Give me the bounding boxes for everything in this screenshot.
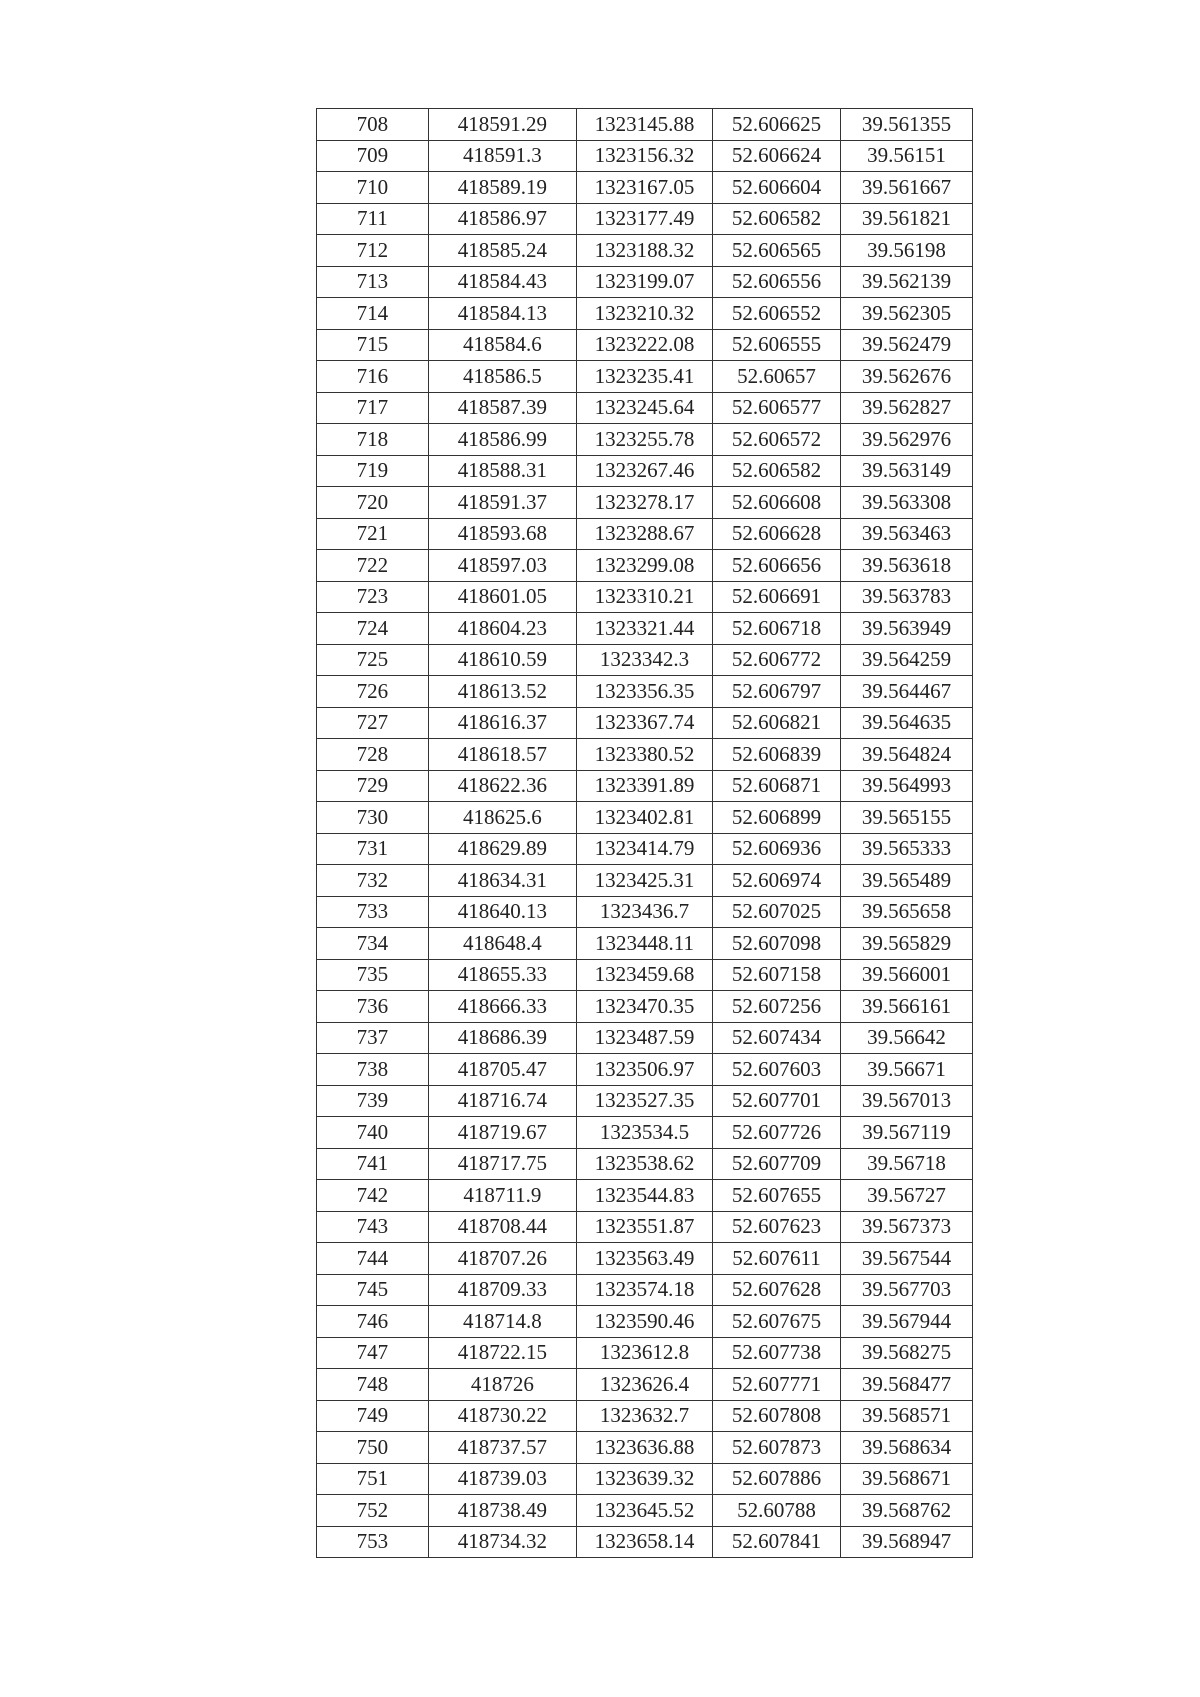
x-coordinate-cell: 418714.8 xyxy=(428,1306,576,1338)
y-coordinate-cell: 1323177.49 xyxy=(576,203,712,235)
table-row xyxy=(317,1369,973,1401)
x-coordinate-cell: 418601.05 xyxy=(428,581,576,613)
y-coordinate-cell: 1323156.32 xyxy=(576,140,712,172)
longitude-cell: 39.564824 xyxy=(840,739,972,771)
longitude-cell: 39.565155 xyxy=(840,802,972,834)
longitude-cell: 39.567703 xyxy=(840,1274,972,1306)
latitude-cell: 52.606821 xyxy=(713,707,841,739)
point-number-cell: 738 xyxy=(317,1054,429,1086)
table-row xyxy=(317,109,973,141)
x-coordinate-cell: 418717.75 xyxy=(428,1148,576,1180)
latitude-cell: 52.606556 xyxy=(713,266,841,298)
longitude-cell: 39.56727 xyxy=(840,1180,972,1212)
latitude-cell: 52.607675 xyxy=(713,1306,841,1338)
table-row xyxy=(317,707,973,739)
latitude-cell: 52.607611 xyxy=(713,1243,841,1275)
latitude-cell: 52.606772 xyxy=(713,644,841,676)
x-coordinate-cell: 418618.57 xyxy=(428,739,576,771)
table-row xyxy=(317,1306,973,1338)
table-row xyxy=(317,1337,973,1369)
latitude-cell: 52.606552 xyxy=(713,298,841,330)
y-coordinate-cell: 1323188.32 xyxy=(576,235,712,267)
table-row xyxy=(317,392,973,424)
point-number-cell: 740 xyxy=(317,1117,429,1149)
table-row xyxy=(317,865,973,897)
point-number-cell: 746 xyxy=(317,1306,429,1338)
y-coordinate-cell: 1323167.05 xyxy=(576,172,712,204)
longitude-cell: 39.568671 xyxy=(840,1463,972,1495)
y-coordinate-cell: 1323448.11 xyxy=(576,928,712,960)
x-coordinate-cell: 418738.49 xyxy=(428,1495,576,1527)
point-number-cell: 725 xyxy=(317,644,429,676)
latitude-cell: 52.606628 xyxy=(713,518,841,550)
y-coordinate-cell: 1323278.17 xyxy=(576,487,712,519)
point-number-cell: 732 xyxy=(317,865,429,897)
y-coordinate-cell: 1323342.3 xyxy=(576,644,712,676)
table-row xyxy=(317,1117,973,1149)
point-number-cell: 737 xyxy=(317,1022,429,1054)
longitude-cell: 39.563149 xyxy=(840,455,972,487)
point-number-cell: 749 xyxy=(317,1400,429,1432)
table-row xyxy=(317,1432,973,1464)
x-coordinate-cell: 418726 xyxy=(428,1369,576,1401)
longitude-cell: 39.562479 xyxy=(840,329,972,361)
x-coordinate-cell: 418707.26 xyxy=(428,1243,576,1275)
latitude-cell: 52.606582 xyxy=(713,203,841,235)
latitude-cell: 52.607873 xyxy=(713,1432,841,1464)
y-coordinate-cell: 1323639.32 xyxy=(576,1463,712,1495)
longitude-cell: 39.568947 xyxy=(840,1526,972,1558)
point-number-cell: 744 xyxy=(317,1243,429,1275)
point-number-cell: 724 xyxy=(317,613,429,645)
longitude-cell: 39.562305 xyxy=(840,298,972,330)
x-coordinate-cell: 418666.33 xyxy=(428,991,576,1023)
y-coordinate-cell: 1323356.35 xyxy=(576,676,712,708)
x-coordinate-cell: 418585.24 xyxy=(428,235,576,267)
longitude-cell: 39.563618 xyxy=(840,550,972,582)
latitude-cell: 52.607771 xyxy=(713,1369,841,1401)
x-coordinate-cell: 418730.22 xyxy=(428,1400,576,1432)
longitude-cell: 39.56151 xyxy=(840,140,972,172)
point-number-cell: 717 xyxy=(317,392,429,424)
latitude-cell: 52.606624 xyxy=(713,140,841,172)
longitude-cell: 39.567119 xyxy=(840,1117,972,1149)
x-coordinate-cell: 418739.03 xyxy=(428,1463,576,1495)
x-coordinate-cell: 418610.59 xyxy=(428,644,576,676)
y-coordinate-cell: 1323210.32 xyxy=(576,298,712,330)
table-row xyxy=(317,329,973,361)
latitude-cell: 52.607603 xyxy=(713,1054,841,1086)
latitude-cell: 52.607738 xyxy=(713,1337,841,1369)
longitude-cell: 39.561821 xyxy=(840,203,972,235)
x-coordinate-cell: 418586.5 xyxy=(428,361,576,393)
y-coordinate-cell: 1323288.67 xyxy=(576,518,712,550)
y-coordinate-cell: 1323380.52 xyxy=(576,739,712,771)
table-row xyxy=(317,1274,973,1306)
y-coordinate-cell: 1323563.49 xyxy=(576,1243,712,1275)
point-number-cell: 734 xyxy=(317,928,429,960)
x-coordinate-cell: 418709.33 xyxy=(428,1274,576,1306)
x-coordinate-cell: 418597.03 xyxy=(428,550,576,582)
table-row xyxy=(317,802,973,834)
y-coordinate-cell: 1323222.08 xyxy=(576,329,712,361)
y-coordinate-cell: 1323527.35 xyxy=(576,1085,712,1117)
point-number-cell: 720 xyxy=(317,487,429,519)
point-number-cell: 745 xyxy=(317,1274,429,1306)
latitude-cell: 52.606718 xyxy=(713,613,841,645)
latitude-cell: 52.606572 xyxy=(713,424,841,456)
point-number-cell: 709 xyxy=(317,140,429,172)
y-coordinate-cell: 1323645.52 xyxy=(576,1495,712,1527)
latitude-cell: 52.606691 xyxy=(713,581,841,613)
table-row xyxy=(317,550,973,582)
x-coordinate-cell: 418622.36 xyxy=(428,770,576,802)
x-coordinate-cell: 418648.4 xyxy=(428,928,576,960)
latitude-cell: 52.607256 xyxy=(713,991,841,1023)
longitude-cell: 39.563463 xyxy=(840,518,972,550)
y-coordinate-cell: 1323367.74 xyxy=(576,707,712,739)
point-number-cell: 712 xyxy=(317,235,429,267)
longitude-cell: 39.561355 xyxy=(840,109,972,141)
latitude-cell: 52.606899 xyxy=(713,802,841,834)
x-coordinate-cell: 418584.43 xyxy=(428,266,576,298)
table-row xyxy=(317,455,973,487)
x-coordinate-cell: 418734.32 xyxy=(428,1526,576,1558)
x-coordinate-cell: 418711.9 xyxy=(428,1180,576,1212)
x-coordinate-cell: 418640.13 xyxy=(428,896,576,928)
longitude-cell: 39.565333 xyxy=(840,833,972,865)
latitude-cell: 52.607158 xyxy=(713,959,841,991)
y-coordinate-cell: 1323632.7 xyxy=(576,1400,712,1432)
table-row xyxy=(317,1526,973,1558)
y-coordinate-cell: 1323299.08 xyxy=(576,550,712,582)
y-coordinate-cell: 1323414.79 xyxy=(576,833,712,865)
point-number-cell: 741 xyxy=(317,1148,429,1180)
y-coordinate-cell: 1323658.14 xyxy=(576,1526,712,1558)
y-coordinate-cell: 1323310.21 xyxy=(576,581,712,613)
longitude-cell: 39.565658 xyxy=(840,896,972,928)
table-row xyxy=(317,1148,973,1180)
y-coordinate-cell: 1323145.88 xyxy=(576,109,712,141)
longitude-cell: 39.568762 xyxy=(840,1495,972,1527)
longitude-cell: 39.561667 xyxy=(840,172,972,204)
latitude-cell: 52.60657 xyxy=(713,361,841,393)
point-number-cell: 723 xyxy=(317,581,429,613)
longitude-cell: 39.567944 xyxy=(840,1306,972,1338)
longitude-cell: 39.563949 xyxy=(840,613,972,645)
y-coordinate-cell: 1323391.89 xyxy=(576,770,712,802)
x-coordinate-cell: 418584.13 xyxy=(428,298,576,330)
latitude-cell: 52.606656 xyxy=(713,550,841,582)
latitude-cell: 52.606839 xyxy=(713,739,841,771)
table-row xyxy=(317,1022,973,1054)
point-number-cell: 752 xyxy=(317,1495,429,1527)
x-coordinate-cell: 418616.37 xyxy=(428,707,576,739)
latitude-cell: 52.607628 xyxy=(713,1274,841,1306)
longitude-cell: 39.566001 xyxy=(840,959,972,991)
point-number-cell: 708 xyxy=(317,109,429,141)
latitude-cell: 52.606974 xyxy=(713,865,841,897)
x-coordinate-cell: 418584.6 xyxy=(428,329,576,361)
x-coordinate-cell: 418593.68 xyxy=(428,518,576,550)
longitude-cell: 39.562976 xyxy=(840,424,972,456)
longitude-cell: 39.562139 xyxy=(840,266,972,298)
point-number-cell: 715 xyxy=(317,329,429,361)
longitude-cell: 39.568634 xyxy=(840,1432,972,1464)
y-coordinate-cell: 1323551.87 xyxy=(576,1211,712,1243)
longitude-cell: 39.56671 xyxy=(840,1054,972,1086)
latitude-cell: 52.607623 xyxy=(713,1211,841,1243)
y-coordinate-cell: 1323425.31 xyxy=(576,865,712,897)
longitude-cell: 39.565829 xyxy=(840,928,972,960)
table-row xyxy=(317,896,973,928)
latitude-cell: 52.606577 xyxy=(713,392,841,424)
longitude-cell: 39.564993 xyxy=(840,770,972,802)
point-number-cell: 726 xyxy=(317,676,429,708)
table-row xyxy=(317,518,973,550)
table-row xyxy=(317,1211,973,1243)
latitude-cell: 52.607808 xyxy=(713,1400,841,1432)
point-number-cell: 743 xyxy=(317,1211,429,1243)
table-row xyxy=(317,172,973,204)
y-coordinate-cell: 1323612.8 xyxy=(576,1337,712,1369)
y-coordinate-cell: 1323470.35 xyxy=(576,991,712,1023)
latitude-cell: 52.606797 xyxy=(713,676,841,708)
table-row xyxy=(317,203,973,235)
y-coordinate-cell: 1323321.44 xyxy=(576,613,712,645)
x-coordinate-cell: 418591.29 xyxy=(428,109,576,141)
latitude-cell: 52.607434 xyxy=(713,1022,841,1054)
latitude-cell: 52.607886 xyxy=(713,1463,841,1495)
latitude-cell: 52.607701 xyxy=(713,1085,841,1117)
latitude-cell: 52.607726 xyxy=(713,1117,841,1149)
y-coordinate-cell: 1323574.18 xyxy=(576,1274,712,1306)
longitude-cell: 39.568477 xyxy=(840,1369,972,1401)
latitude-cell: 52.606565 xyxy=(713,235,841,267)
point-number-cell: 753 xyxy=(317,1526,429,1558)
x-coordinate-cell: 418737.57 xyxy=(428,1432,576,1464)
x-coordinate-cell: 418613.52 xyxy=(428,676,576,708)
longitude-cell: 39.56642 xyxy=(840,1022,972,1054)
latitude-cell: 52.607841 xyxy=(713,1526,841,1558)
longitude-cell: 39.563308 xyxy=(840,487,972,519)
longitude-cell: 39.567013 xyxy=(840,1085,972,1117)
y-coordinate-cell: 1323235.41 xyxy=(576,361,712,393)
table-row xyxy=(317,991,973,1023)
longitude-cell: 39.568275 xyxy=(840,1337,972,1369)
latitude-cell: 52.60788 xyxy=(713,1495,841,1527)
coordinates-table xyxy=(316,108,973,1558)
y-coordinate-cell: 1323487.59 xyxy=(576,1022,712,1054)
table-row xyxy=(317,1180,973,1212)
y-coordinate-cell: 1323402.81 xyxy=(576,802,712,834)
longitude-cell: 39.565489 xyxy=(840,865,972,897)
longitude-cell: 39.562676 xyxy=(840,361,972,393)
x-coordinate-cell: 418588.31 xyxy=(428,455,576,487)
x-coordinate-cell: 418589.19 xyxy=(428,172,576,204)
y-coordinate-cell: 1323245.64 xyxy=(576,392,712,424)
latitude-cell: 52.606604 xyxy=(713,172,841,204)
y-coordinate-cell: 1323267.46 xyxy=(576,455,712,487)
x-coordinate-cell: 418634.31 xyxy=(428,865,576,897)
point-number-cell: 722 xyxy=(317,550,429,582)
table-row xyxy=(317,928,973,960)
latitude-cell: 52.607025 xyxy=(713,896,841,928)
latitude-cell: 52.606871 xyxy=(713,770,841,802)
x-coordinate-cell: 418586.99 xyxy=(428,424,576,456)
longitude-cell: 39.568571 xyxy=(840,1400,972,1432)
table-row xyxy=(317,1243,973,1275)
point-number-cell: 731 xyxy=(317,833,429,865)
longitude-cell: 39.567373 xyxy=(840,1211,972,1243)
table-row xyxy=(317,1085,973,1117)
table-row xyxy=(317,266,973,298)
x-coordinate-cell: 418591.37 xyxy=(428,487,576,519)
point-number-cell: 736 xyxy=(317,991,429,1023)
y-coordinate-cell: 1323436.7 xyxy=(576,896,712,928)
table-row xyxy=(317,581,973,613)
x-coordinate-cell: 418722.15 xyxy=(428,1337,576,1369)
x-coordinate-cell: 418705.47 xyxy=(428,1054,576,1086)
x-coordinate-cell: 418604.23 xyxy=(428,613,576,645)
x-coordinate-cell: 418719.67 xyxy=(428,1117,576,1149)
longitude-cell: 39.564259 xyxy=(840,644,972,676)
x-coordinate-cell: 418586.97 xyxy=(428,203,576,235)
y-coordinate-cell: 1323544.83 xyxy=(576,1180,712,1212)
latitude-cell: 52.607655 xyxy=(713,1180,841,1212)
longitude-cell: 39.567544 xyxy=(840,1243,972,1275)
table-row xyxy=(317,1463,973,1495)
x-coordinate-cell: 418716.74 xyxy=(428,1085,576,1117)
point-number-cell: 747 xyxy=(317,1337,429,1369)
y-coordinate-cell: 1323459.68 xyxy=(576,959,712,991)
table-row xyxy=(317,1495,973,1527)
point-number-cell: 730 xyxy=(317,802,429,834)
y-coordinate-cell: 1323626.4 xyxy=(576,1369,712,1401)
y-coordinate-cell: 1323534.5 xyxy=(576,1117,712,1149)
latitude-cell: 52.607098 xyxy=(713,928,841,960)
longitude-cell: 39.566161 xyxy=(840,991,972,1023)
table-row xyxy=(317,613,973,645)
point-number-cell: 739 xyxy=(317,1085,429,1117)
table-row xyxy=(317,298,973,330)
table-row xyxy=(317,1400,973,1432)
table-row xyxy=(317,739,973,771)
point-number-cell: 748 xyxy=(317,1369,429,1401)
y-coordinate-cell: 1323506.97 xyxy=(576,1054,712,1086)
point-number-cell: 718 xyxy=(317,424,429,456)
x-coordinate-cell: 418686.39 xyxy=(428,1022,576,1054)
point-number-cell: 716 xyxy=(317,361,429,393)
x-coordinate-cell: 418587.39 xyxy=(428,392,576,424)
longitude-cell: 39.564635 xyxy=(840,707,972,739)
table-row xyxy=(317,959,973,991)
table-row xyxy=(317,1054,973,1086)
point-number-cell: 751 xyxy=(317,1463,429,1495)
point-number-cell: 721 xyxy=(317,518,429,550)
table-row xyxy=(317,833,973,865)
y-coordinate-cell: 1323538.62 xyxy=(576,1148,712,1180)
point-number-cell: 750 xyxy=(317,1432,429,1464)
point-number-cell: 710 xyxy=(317,172,429,204)
x-coordinate-cell: 418708.44 xyxy=(428,1211,576,1243)
latitude-cell: 52.606555 xyxy=(713,329,841,361)
latitude-cell: 52.606625 xyxy=(713,109,841,141)
latitude-cell: 52.606936 xyxy=(713,833,841,865)
table-row xyxy=(317,361,973,393)
x-coordinate-cell: 418655.33 xyxy=(428,959,576,991)
x-coordinate-cell: 418629.89 xyxy=(428,833,576,865)
point-number-cell: 714 xyxy=(317,298,429,330)
table-row xyxy=(317,487,973,519)
point-number-cell: 711 xyxy=(317,203,429,235)
table-row xyxy=(317,676,973,708)
table-row xyxy=(317,140,973,172)
y-coordinate-cell: 1323199.07 xyxy=(576,266,712,298)
longitude-cell: 39.56718 xyxy=(840,1148,972,1180)
point-number-cell: 733 xyxy=(317,896,429,928)
longitude-cell: 39.563783 xyxy=(840,581,972,613)
latitude-cell: 52.607709 xyxy=(713,1148,841,1180)
y-coordinate-cell: 1323590.46 xyxy=(576,1306,712,1338)
point-number-cell: 735 xyxy=(317,959,429,991)
y-coordinate-cell: 1323255.78 xyxy=(576,424,712,456)
x-coordinate-cell: 418591.3 xyxy=(428,140,576,172)
point-number-cell: 719 xyxy=(317,455,429,487)
table-row xyxy=(317,770,973,802)
longitude-cell: 39.56198 xyxy=(840,235,972,267)
point-number-cell: 727 xyxy=(317,707,429,739)
latitude-cell: 52.606608 xyxy=(713,487,841,519)
x-coordinate-cell: 418625.6 xyxy=(428,802,576,834)
y-coordinate-cell: 1323636.88 xyxy=(576,1432,712,1464)
table-row xyxy=(317,644,973,676)
point-number-cell: 742 xyxy=(317,1180,429,1212)
longitude-cell: 39.564467 xyxy=(840,676,972,708)
latitude-cell: 52.606582 xyxy=(713,455,841,487)
coordinates-table-body xyxy=(317,109,973,1558)
point-number-cell: 729 xyxy=(317,770,429,802)
point-number-cell: 713 xyxy=(317,266,429,298)
longitude-cell: 39.562827 xyxy=(840,392,972,424)
point-number-cell: 728 xyxy=(317,739,429,771)
table-row xyxy=(317,235,973,267)
table-row xyxy=(317,424,973,456)
